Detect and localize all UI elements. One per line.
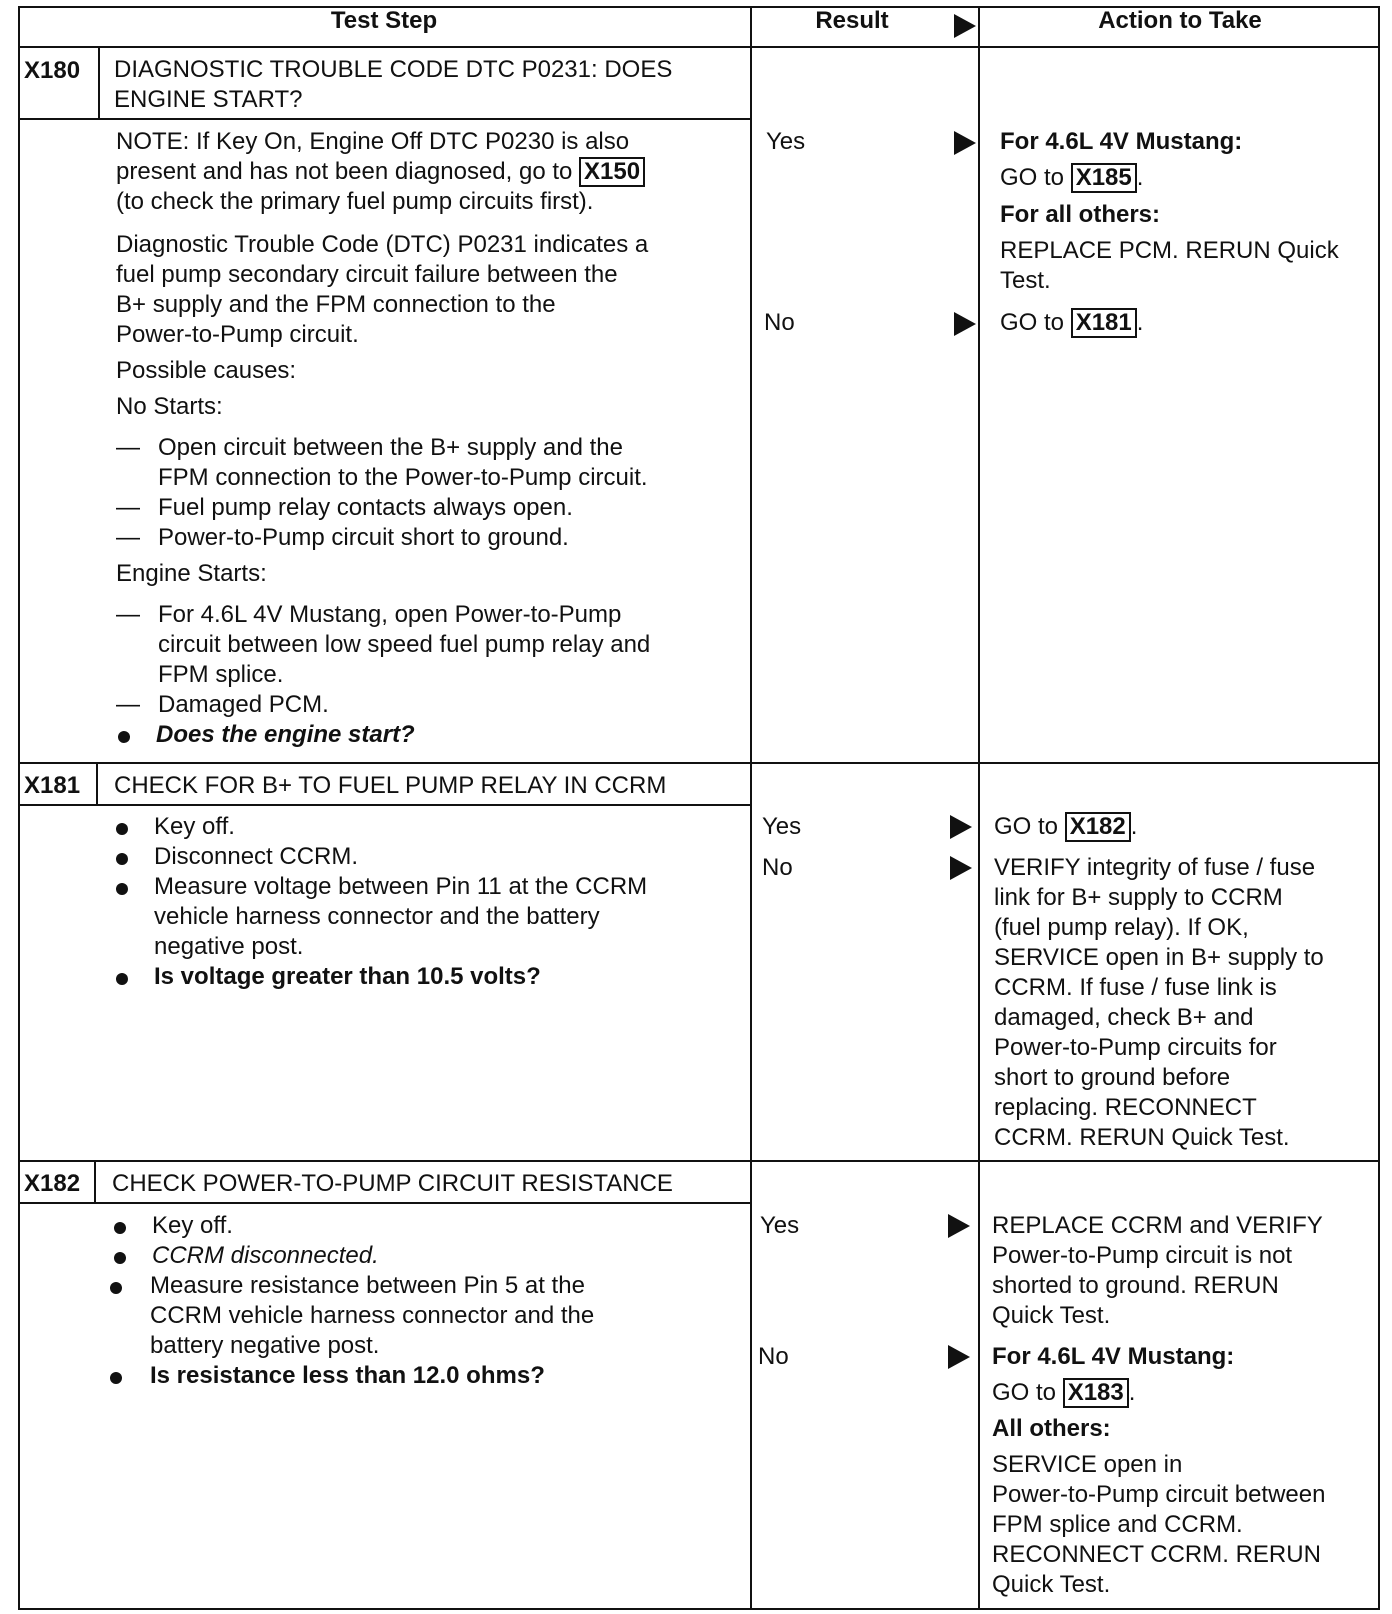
x181-no-arrow-icon: [950, 856, 972, 880]
x182-yes-line-4: Quick Test.: [992, 1302, 1111, 1329]
x181-no-line-1: VERIFY integrity of fuse / fuse: [994, 854, 1316, 881]
x182-no-go: GO to X183 .: [992, 1379, 1136, 1406]
x181-no-line-4: SERVICE open in B+ supply to: [994, 944, 1324, 971]
x180-ns1-line-1: Open circuit between the B+ supply and the: [158, 434, 623, 461]
x180-no-starts-label: No Starts:: [116, 393, 223, 420]
x182-bullet-3-line-1: Measure resistance between Pin 5 at the: [150, 1272, 585, 1299]
x180-question: Does the engine start?: [156, 721, 415, 748]
x182-yes-line-3: shorted to ground. RERUN: [992, 1272, 1279, 1299]
x181-result-no: No: [762, 854, 793, 881]
x181-yes-ref-box: X182: [1065, 812, 1131, 842]
x180-yes-go: GO to X185 .: [1000, 164, 1144, 191]
x181-bullet-3-line-1: Measure voltage between Pin 11 at the CCRM: [154, 873, 648, 900]
x182-code-divider: [94, 1160, 96, 1202]
x180-ns3: Power-to-Pump circuit short to ground.: [158, 524, 569, 551]
x182-no-arrow-icon: [948, 1345, 970, 1369]
x180-title-line-1: DIAGNOSTIC TROUBLE CODE DTC P0231: DOES: [114, 56, 673, 83]
x182-result-no: No: [758, 1343, 789, 1370]
bullet-icon: [116, 823, 128, 835]
x181-yes-arrow-icon: [950, 815, 972, 839]
x181-no-line-10: CCRM. RERUN Quick Test.: [994, 1124, 1290, 1151]
x181-code-divider: [96, 762, 98, 804]
x180-desc-line-3: B+ supply and the FPM connection to the: [116, 291, 556, 318]
x180-desc-line-2: fuel pump secondary circuit failure between the: [116, 261, 618, 288]
x180-no-ref-box: X181: [1071, 308, 1137, 338]
x180-note-line-3: (to check the primary fuel pump circuits first).: [116, 188, 594, 215]
x180-no-go: GO to X181 .: [1000, 309, 1144, 336]
x180-code-divider: [98, 46, 100, 118]
x180-es2: Damaged PCM.: [158, 691, 329, 718]
x182-code: X182: [24, 1170, 81, 1197]
x181-no-line-5: CCRM. If fuse / fuse link is: [994, 974, 1277, 1001]
x181-bullet-3-line-3: negative post.: [154, 933, 304, 960]
x182-no-line-4: RECONNECT CCRM. RERUN: [992, 1541, 1321, 1568]
x180-yes-action-2: For all others:: [1000, 201, 1161, 228]
x180-bottom-divider: [18, 762, 1380, 764]
x180-ns2: Fuel pump relay contacts always open.: [158, 494, 573, 521]
x180-note-line-2: present and has not been diagnosed, go to X150: [116, 157, 645, 187]
bullet-icon: [116, 883, 128, 895]
x181-no-line-6: damaged, check B+ and: [994, 1004, 1254, 1031]
bullet-icon: [110, 1282, 122, 1294]
x180-possible-causes: Possible causes:: [116, 357, 297, 384]
x180-es1-line-1: For 4.6L 4V Mustang, open Power-to-Pump: [158, 601, 622, 628]
x181-no-line-2: link for B+ supply to CCRM: [994, 884, 1283, 911]
x181-yes-go: GO to X182 .: [994, 813, 1138, 840]
x181-code: X181: [24, 772, 81, 799]
header-divider: [18, 46, 1380, 48]
dash-icon: —: [116, 494, 140, 521]
x181-no-line-9: replacing. RECONNECT: [994, 1094, 1257, 1121]
x182-no-ref-box: X183: [1063, 1378, 1129, 1408]
x182-no-line-5: Quick Test.: [992, 1571, 1111, 1598]
x182-no-line-3: FPM splice and CCRM.: [992, 1511, 1243, 1538]
x180-yes-action-3-line-1: REPLACE PCM. RERUN Quick: [1000, 237, 1339, 264]
bullet-icon: [118, 731, 130, 743]
x182-no-action-2: All others:: [992, 1415, 1111, 1442]
x180-engine-starts-label: Engine Starts:: [116, 560, 267, 587]
x180-yes-action-1: For 4.6L 4V Mustang:: [1000, 128, 1243, 155]
x180-title-divider: [18, 118, 752, 120]
x182-bullet-1: Key off.: [152, 1212, 233, 1239]
x182-bullet-4: Is resistance less than 12.0 ohms?: [150, 1362, 545, 1389]
header-action: Action to Take: [1098, 7, 1262, 34]
bullet-icon: [114, 1252, 126, 1264]
x180-yes-ref-box: X185: [1071, 163, 1137, 193]
x181-bullet-3-line-2: vehicle harness connector and the battery: [154, 903, 600, 930]
x180-no-arrow-icon: [954, 312, 976, 336]
bullet-icon: [114, 1222, 126, 1234]
dash-icon: —: [116, 601, 140, 628]
x182-no-line-1: SERVICE open in: [992, 1451, 1183, 1478]
x181-no-line-7: Power-to-Pump circuits for: [994, 1034, 1277, 1061]
x181-bullet-4: Is voltage greater than 10.5 volts?: [154, 963, 541, 990]
x182-bullet-3-line-2: CCRM vehicle harness connector and the: [150, 1302, 595, 1329]
bullet-icon: [116, 973, 128, 985]
x180-result-yes: Yes: [766, 128, 806, 155]
x180-result-no: No: [764, 309, 795, 336]
x182-bullet-2: CCRM disconnected.: [152, 1242, 379, 1269]
col-divider-action: [978, 6, 980, 1608]
x181-no-line-3: (fuel pump relay). If OK,: [994, 914, 1249, 941]
x182-title-divider: [18, 1202, 752, 1204]
x180-desc-line-1: Diagnostic Trouble Code (DTC) P0231 indicates a: [116, 231, 649, 258]
x180-yes-arrow-icon: [954, 131, 976, 155]
x181-bottom-divider: [18, 1160, 1380, 1162]
x180-note-ref-box: X150: [579, 157, 645, 187]
x182-result-yes: Yes: [760, 1212, 800, 1239]
x180-title-line-2: ENGINE START?: [114, 86, 303, 113]
dash-icon: —: [116, 434, 140, 461]
x182-title: CHECK POWER-TO-PUMP CIRCUIT RESISTANCE: [112, 1170, 673, 1197]
x180-es1-line-2: circuit between low speed fuel pump relay and: [158, 631, 651, 658]
header-test-step: Test Step: [330, 7, 438, 34]
x182-no-action-1: For 4.6L 4V Mustang:: [992, 1343, 1235, 1370]
x180-yes-action-3-line-2: Test.: [1000, 267, 1051, 294]
bullet-icon: [116, 853, 128, 865]
x181-result-yes: Yes: [762, 813, 802, 840]
x181-bullet-1: Key off.: [154, 813, 235, 840]
col-divider-result: [750, 6, 752, 1608]
x180-code: X180: [24, 57, 81, 84]
x181-no-line-8: short to ground before: [994, 1064, 1231, 1091]
dash-icon: —: [116, 524, 140, 551]
x182-bullet-3-line-3: battery negative post.: [150, 1332, 380, 1359]
x180-note-line-1: NOTE: If Key On, Engine Off DTC P0230 is also: [116, 128, 630, 155]
x180-ns1-line-2: FPM connection to the Power-to-Pump circuit.: [158, 464, 648, 491]
x182-yes-line-2: Power-to-Pump circuit is not: [992, 1242, 1293, 1269]
header-result: Result: [815, 7, 889, 34]
header-arrow-icon: [954, 14, 976, 38]
x182-no-line-2: Power-to-Pump circuit between: [992, 1481, 1326, 1508]
x182-yes-line-1: REPLACE CCRM and VERIFY: [992, 1212, 1323, 1239]
x181-title-divider: [18, 804, 752, 806]
x182-yes-arrow-icon: [948, 1214, 970, 1238]
x181-title: CHECK FOR B+ TO FUEL PUMP RELAY IN CCRM: [114, 772, 667, 799]
bullet-icon: [110, 1372, 122, 1384]
x180-es1-line-3: FPM splice.: [158, 661, 284, 688]
x181-bullet-2: Disconnect CCRM.: [154, 843, 359, 870]
dash-icon: —: [116, 691, 140, 718]
x180-desc-line-4: Power-to-Pump circuit.: [116, 321, 359, 348]
